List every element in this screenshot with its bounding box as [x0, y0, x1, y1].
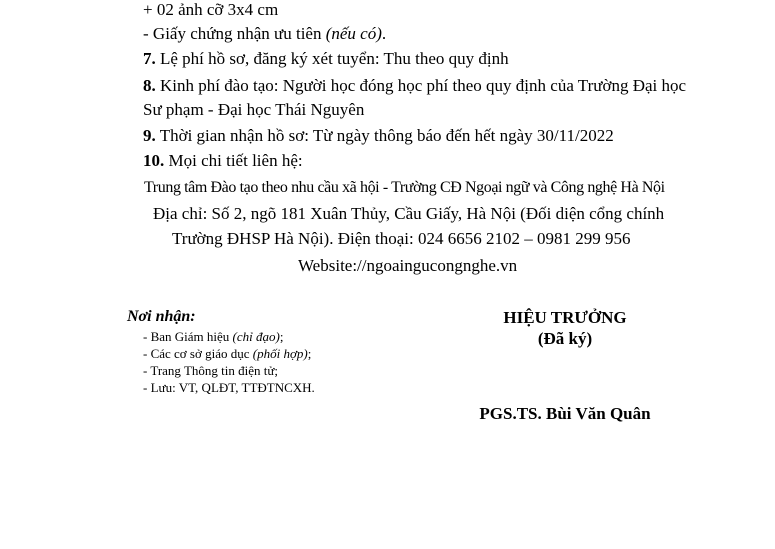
photo-requirement: + 02 ảnh cỡ 3x4 cm [143, 0, 279, 19]
priority-suffix: . [381, 24, 387, 43]
item-number: 8. [143, 76, 156, 95]
contact-address-line2: Trường ĐHSP Hà Nội). Điện thoại: 024 6656 2102 – 0981 299 956 [172, 229, 631, 248]
signature-status: (Đã ký) [537, 329, 593, 348]
contact-center-name: Trung tâm Đào tạo theo nhu cầu xã hội - Trường CĐ Ngoại ngữ và Công nghệ Hà Nội [144, 179, 665, 196]
item-9 [143, 126, 614, 146]
recipient-end: ; [279, 329, 284, 344]
recipient-note: (phối hợp) [252, 346, 308, 361]
recipient-item [143, 346, 311, 362]
priority-text: - Giấy chứng nhận ưu tiên [143, 24, 326, 43]
recipient-note: (chỉ đạo) [232, 329, 280, 344]
recipient-text: - Các cơ sở giáo dục [143, 346, 253, 361]
signer-name: PGS.TS. Bùi Văn Quân [479, 404, 651, 423]
priority-note: (nếu có) [325, 24, 382, 43]
priority-certificate [143, 24, 386, 44]
contact-address-line1: Địa chỉ: Số 2, ngõ 181 Xuân Thủy, Cầu Giấy, Hà Nội (Đối diện cổng chính [153, 204, 665, 223]
item-text: Mọi chi tiết liên hệ: [164, 151, 303, 170]
recipient-text: - Ban Giám hiệu [143, 329, 233, 344]
item-7 [143, 49, 509, 69]
signature-title: HIỆU TRƯỞNG [503, 308, 627, 327]
item-8 [143, 76, 686, 96]
recipient-end: ; [307, 346, 312, 361]
recipient-item: - Lưu: VT, QLĐT, TTĐTNCXH. [143, 380, 315, 395]
item-8-continuation: Sư phạm - Đại học Thái Nguyên [143, 100, 365, 119]
recipients-heading: Nơi nhận: [127, 308, 196, 325]
item-number: 10. [143, 151, 165, 170]
item-text: Lệ phí hồ sơ, đăng ký xét tuyển: Thu theo quy định [155, 49, 509, 68]
item-number: 9. [143, 126, 156, 145]
item-text: Kinh phí đào tạo: Người học đóng học phí theo quy định của Trường Đại học [155, 76, 687, 95]
contact-website: Website://ngoaingucongnghe.vn [298, 256, 518, 275]
recipient-item [143, 329, 283, 345]
item-text: Thời gian nhận hồ sơ: Từ ngày thông báo đến hết ngày 30/11/2022 [155, 126, 614, 145]
item-number: 7. [143, 49, 156, 68]
recipient-item: - Trang Thông tin điện tử; [143, 363, 279, 378]
item-10 [143, 151, 303, 171]
